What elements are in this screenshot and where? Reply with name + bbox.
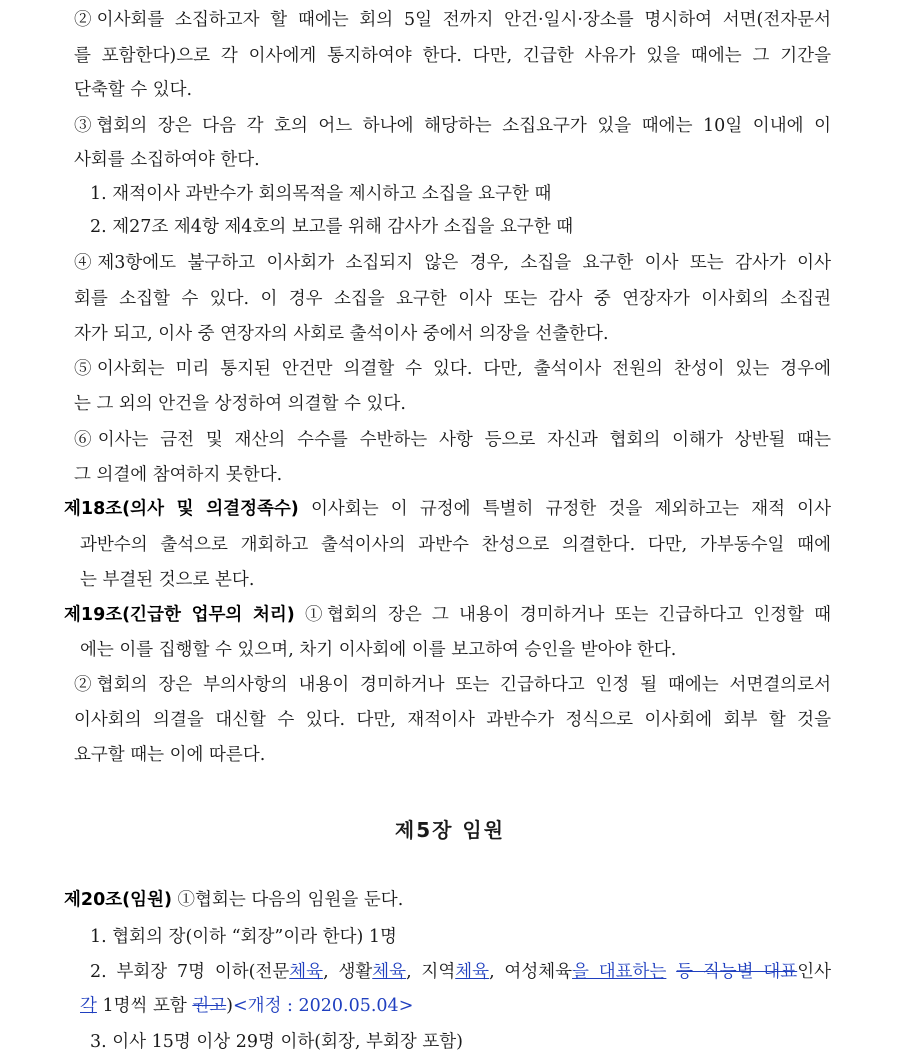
inserted-text: 체육 — [289, 962, 324, 982]
text-run: 인사 — [797, 962, 831, 982]
amendment-note: <개정 : 2020.05.04> — [233, 996, 414, 1016]
article-18-line-1 — [64, 497, 831, 521]
article-18-heading: 제18조(의사 및 의결정족수) — [64, 499, 299, 519]
article-18-line-2: 과반수의 출석으로 개회하고 출석이사의 과반수 찬성으로 의결한다. 다만, 가부동수일 때에 — [80, 535, 831, 555]
article-19-heading: 제19조(긴급한 업무의 처리) — [64, 605, 295, 625]
list-item: 2. 제27조 제4항 제4호의 보고를 위해 감사가 소집을 요구한 때 — [90, 217, 574, 237]
deleted-text: 등 직능별 대표 — [676, 962, 798, 982]
paragraph-line: ⑤이사회는 미리 통지된 안건만 의결할 수 있다. 다만, 출석이사 전원의 찬성이 있는 경우에 — [74, 359, 831, 379]
article-18-line-3: 는 부결된 것으로 본다. — [80, 570, 255, 590]
article-18-text: 이사회는 이 규정에 특별히 규정한 것을 제외하고는 재적 이사 — [298, 499, 831, 519]
paragraph-line: ②이사회를 소집하고자 할 때에는 회의 5일 전까지 안건·일시·장소를 명시하여 서면(전자문서 — [74, 10, 831, 30]
article-20-heading: 제20조(임원) — [64, 890, 172, 910]
text-run: , 여성체육 — [489, 962, 573, 982]
paragraph-line: 자가 되고, 이사 중 연장자의 사회로 출석이사 중에서 의장을 선출한다. — [74, 324, 609, 344]
paragraph-line: ④제3항에도 불구하고 이사회가 소집되지 않은 경우, 소집을 요구한 이사 또는 감사가 이사 — [74, 253, 831, 273]
article-19-line-1 — [64, 603, 831, 627]
text-run: , 지역 — [406, 962, 456, 982]
article-19-text: ①협회의 장은 그 내용이 경미하거나 또는 긴급하다고 인정할 때 — [294, 605, 831, 625]
text-run: , 생활 — [323, 962, 373, 982]
article-19-p2-line-2: 이사회의 의결을 대신할 수 있다. 다만, 재적이사 과반수가 정식으로 이사회에 회부 할 것을 — [74, 710, 831, 730]
paragraph-line: 단축할 수 있다. — [74, 80, 193, 100]
list-item: 3. 이사 15명 이상 29명 이하(회장, 부회장 포함) — [90, 1032, 463, 1052]
paragraph-line: ③협회의 장은 다음 각 호의 어느 하나에 해당하는 소집요구가 있을 때에는 10일 이내에 이 — [74, 116, 831, 136]
text-run: 1명씩 포함 — [96, 996, 193, 1016]
paragraph-line: 회를 소집할 수 있다. 이 경우 소집을 요구한 이사 또는 감사 중 연장자가 이사회의 소집권 — [74, 289, 831, 309]
text-run: 2. 부회장 7명 이하(전문 — [90, 962, 290, 982]
list-item-amended — [90, 960, 831, 984]
text-run — [666, 962, 676, 982]
list-item-amended-cont — [80, 994, 413, 1018]
inserted-text: 체육 — [455, 962, 490, 982]
paragraph-line: 사회를 소집하여야 한다. — [74, 150, 260, 170]
list-item: 1. 협회의 장(이하 “회장”이라 한다) 1명 — [90, 927, 397, 947]
article-19-p2-line-1: ②협회의 장은 부의사항의 내용이 경미하거나 또는 긴급하다고 인정 될 때에는 서면결의로서 — [74, 675, 831, 695]
list-item: 1. 재적이사 과반수가 회의목적을 제시하고 소집을 요구한 때 — [90, 184, 552, 204]
deleted-text: 권고 — [192, 996, 227, 1016]
article-19-p2-line-3: 요구할 때는 이에 따른다. — [74, 745, 266, 765]
paragraph-line: ⑥이사는 금전 및 재산의 수수를 수반하는 사항 등으로 자신과 협회의 이해가 상반될 때는 — [74, 430, 831, 450]
article-20-text: ①협회는 다음의 임원을 둔다. — [171, 890, 404, 910]
article-19-line-2: 에는 이를 집행할 수 있으며, 차기 이사회에 이를 보고하여 승인을 받아야 한다. — [80, 640, 677, 660]
inserted-text: 각 — [80, 996, 97, 1016]
paragraph-line: 그 의결에 참여하지 못한다. — [74, 465, 283, 485]
inserted-text: 을 대표하는 — [572, 962, 667, 982]
text-run: ) — [226, 996, 233, 1016]
paragraph-line: 는 그 외의 안건을 상정하여 의결할 수 있다. — [74, 394, 406, 414]
article-20-line-1 — [64, 888, 403, 912]
inserted-text: 체육 — [372, 962, 407, 982]
paragraph-line: 를 포함한다)으로 각 이사에게 통지하여야 한다. 다만, 긴급한 사유가 있을 때에는 그 기간을 — [74, 46, 831, 66]
chapter-heading: 제5장 임원 — [394, 818, 506, 842]
